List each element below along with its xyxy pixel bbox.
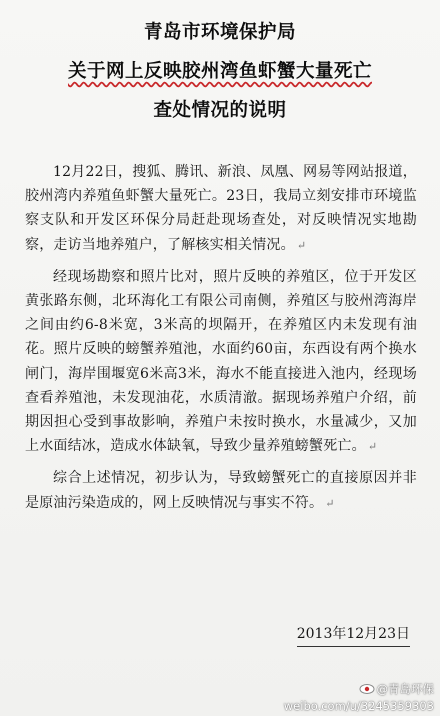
paragraph <box>25 160 417 258</box>
paragraph-text: 经现场勘察和照片比对，照片反映的养殖区，位于开发区黄张路东侧，北环海化工有限公司南侧，养殖区与胶州湾海岸之间由约6-8米宽，3米高的坝隔开，在养殖区内未发现有油花。照片反映的螃蟹养殖池，水面约60亩，东西设有两个换水闸门，海岸围堰宽6米高3米，海水不能直接进入池内，经现场查看养殖池，未发现油花，水质清澈。据现场养殖户介绍，前期因担心受到事故影响，养殖户未按时换水，水量减少，又加上水面结冰，造成水体缺氧，导致少量养殖螃蟹死亡。 <box>25 268 417 455</box>
title-line-3-text: 查处情况的说明 <box>153 100 287 121</box>
watermark-url: weibo.com/u/3245359303 <box>283 699 434 713</box>
paragraph-mark-icon: ↵ <box>296 238 307 252</box>
watermark-handle: @青岛环保 <box>376 682 434 696</box>
paragraph-mark-icon: ↵ <box>325 496 335 510</box>
document-body <box>25 160 417 516</box>
paragraph-text: 12月22日，搜狐、腾讯、新浪、凤凰、网易等网站报道，胶州湾内养殖鱼虾蟹大量死亡。23日，我局立刻安排市环境监察支队和开发区环保分局赶赴现场查处，对反映情况实地勘察，走访当地养殖户，了解核实相关情况。 <box>25 164 417 253</box>
weibo-eye-icon <box>359 683 375 699</box>
paragraph-text: 综合上述情况，初步认为，导致螃蟹死亡的直接原因并非是原油污染造成的，网上反映情况与事实不符。 <box>25 470 417 511</box>
title-line-1-text: 青岛市环境保护局 <box>143 22 296 43</box>
title-line-2-text: 关于网上反映胶州湾鱼虾蟹大量死亡 <box>67 61 372 82</box>
title-line-3 <box>0 100 440 122</box>
paragraph-mark-icon: ↵ <box>367 440 378 454</box>
watermark-handle-row <box>284 682 434 699</box>
title-line-1 <box>0 22 440 44</box>
title-line-2 <box>0 61 440 83</box>
document-title <box>0 22 440 139</box>
document-date: 2013年12月23日 <box>297 622 410 647</box>
weibo-watermark <box>284 682 434 714</box>
paragraph <box>25 466 417 515</box>
paragraph <box>25 265 417 460</box>
